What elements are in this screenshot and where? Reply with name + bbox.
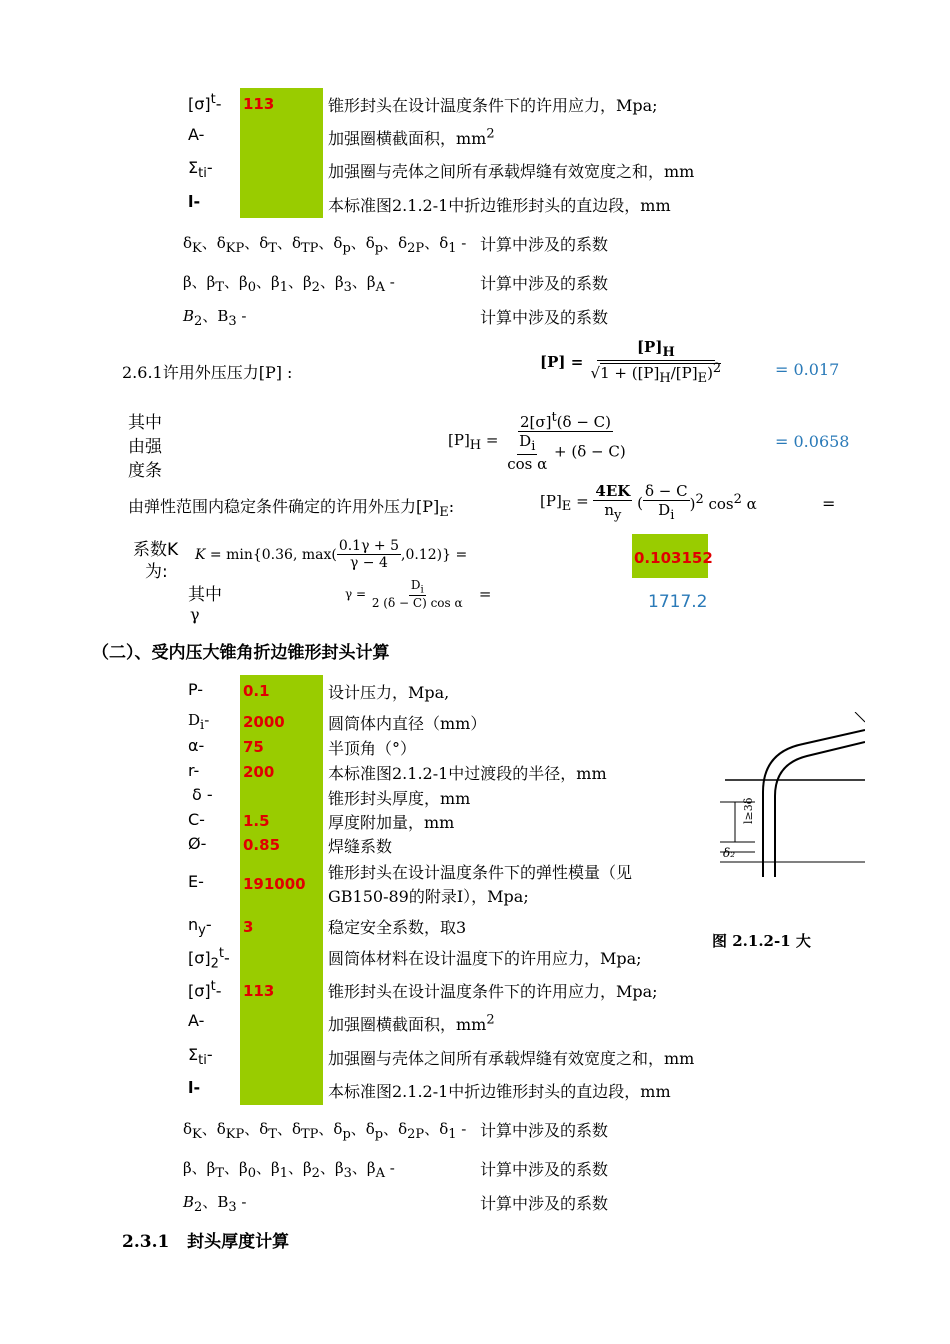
coef-delta-desc-2: 计算中涉及的系数 [480,1121,609,1140]
value-phi: 0.85 [243,836,281,854]
sec261-label: 2.6.1许用外压压力[P] : [122,363,293,382]
value-alpha: 75 [243,738,264,756]
formula-k: K = min{0.36, max( $\frac{0.1\gamma + 5}{\gamma - 4}$ ,0.12)} = [195,538,468,571]
desc-l-2: 本标准图2.1.2-1中折边锥形封头的直边段，mm [328,1082,671,1101]
desc-E-line2: GB150-89的附录I），Mpa; [328,887,529,906]
coef-B-desc-2: 计算中涉及的系数 [480,1194,609,1213]
coef-B-symbols: $B_2$、$B_3$ - [183,307,247,329]
qizhong-3: 度条 [128,461,162,481]
desc-l: 本标准图2.1.2-1中折边锥形封头的直边段，mm [328,196,671,215]
desc-sigma-t: 锥形封头在设计温度条件下的许用应力，Mpa; [328,96,658,115]
gamma-label-2: γ [190,605,200,624]
gamma-label-1: 其中 [188,585,222,605]
value-r: 200 [243,763,275,781]
result-ph: = 0.0658 [775,432,850,451]
coef-delta-desc: 计算中涉及的系数 [480,235,609,254]
value-Di: 2000 [243,713,285,731]
formula-p: [P] = $\frac{[P]_H}{√1 + ([P]_H/[P]_E)^2}$ [540,338,722,386]
head-figure [715,712,865,887]
symbol-ny: $n_y-$ [188,915,212,939]
symbol-sigma-ti: $\Sigma_{ti}-$ [188,158,213,182]
value-P: 0.1 [243,682,270,700]
coef-beta-symbols: β、$\beta_T$、$\beta_0$、$\beta_1$、$\beta_2$、$\beta_3$、$\beta_A$ - [183,273,395,295]
coef-B-desc: 计算中涉及的系数 [480,308,609,327]
symbol-l-2: l- [188,1078,201,1097]
desc-Di: 圆筒体内直径（mm） [328,714,487,733]
k-label-1: 系数K [133,540,179,560]
symbol-sigma-t: $[\sigma]^t-$ [188,92,222,114]
desc-sigma-ti: 加强圈与壳体之间所有承载焊缝有效宽度之和，mm [328,162,695,181]
coef-beta-desc: 计算中涉及的系数 [480,274,609,293]
desc-A: 加强圈横截面积，$mm^2$ [328,126,495,148]
desc-A-2: 加强圈横截面积，$mm^2$ [328,1012,495,1034]
gamma-result: 1717.2 [648,592,708,612]
value-C: 1.5 [243,812,270,830]
qizhong-1: 其中 [128,413,162,433]
desc-alpha: 半顶角（°） [328,739,417,758]
symbol-sigma2-t: $[\sigma]_2^t-$ [188,946,230,972]
symbol-sigma-t-2: $[\sigma]^t-$ [188,979,222,1001]
desc-phi: 焊缝系数 [328,837,393,856]
symbol-Di: $D_i-$ [188,711,210,733]
sec231-title: 2.3.1 封头厚度计算 [122,1232,290,1252]
symbol-A: A- [188,125,205,144]
desc-sigma-ti-2: 加强圈与壳体之间所有承载焊缝有效宽度之和，mm [328,1049,695,1068]
value-E: 191000 [243,875,306,893]
symbol-l: l- [188,192,201,211]
symbol-E: E- [188,872,204,891]
symbol-phi: Ø- [188,834,207,853]
desc-sigma2-t: 圆筒体材料在设计温度下的许用应力，Mpa; [328,949,642,968]
desc-delta: 锥形封头厚度，mm [328,789,471,808]
svg-text:l≥3δ: l≥3δ [742,797,755,824]
coef-B-symbols-2: $B_2$、$B_3$ - [183,1193,247,1215]
symbol-r: r- [188,761,200,780]
symbol-C: C- [188,810,205,829]
coef-beta-symbols-2: β、$\beta_T$、$\beta_0$、$\beta_1$、$\beta_2$、$\beta_3$、$\beta_A$ - [183,1159,395,1181]
value-sigma-t-2: 113 [243,982,275,1000]
desc-r: 本标准图2.1.2-1中过渡段的半径，mm [328,764,607,783]
formula-pe: $[P]_E$ = $\frac{4EK}{n_y}$ ( $\frac{\delta - C}{D_i}$ )$^2$ $\cos^2 \alpha$ [540,482,757,523]
symbol-sigma-ti-2: $\Sigma_{ti}-$ [188,1045,213,1069]
result-p: = 0.017 [775,360,840,379]
eq-sign: = [822,494,836,513]
k-label-2: 为: [145,562,168,582]
value-sigma-t: 113 [243,95,275,113]
value-ny: 3 [243,918,254,936]
formula-gamma: γ = $\frac{D_i}{\text{2 (δ − C) cos α}}$ = [345,578,492,611]
desc-sigma-t-2: 锥形封头在设计温度条件下的许用应力，Mpa; [328,982,658,1001]
symbol-delta: δ - [192,785,213,804]
section2-title: （二）、受内压大锥角折边锥形封头计算 [92,643,390,663]
desc-C: 厚度附加量，mm [328,813,455,832]
symbol-A-2: A- [188,1011,205,1030]
coef-delta-symbols: $\delta_K$、$\delta_{KP}$、$\delta_T$、$\delta_{TP}$、$\delta_p$、$\delta_p$、$\delta_{2P}$、$\delta_1$ - [183,234,467,256]
symbol-alpha: α- [188,736,205,755]
coef-beta-desc-2: 计算中涉及的系数 [480,1160,609,1179]
k-result: 0.103152 [634,549,713,567]
svg-text:δ₂: δ₂ [723,846,736,860]
coef-delta-symbols-2: $\delta_K$、$\delta_{KP}$、$\delta_T$、$\delta_{TP}$、$\delta_p$、$\delta_p$、$\delta_{2P}$、$\delta_1$ - [183,1120,467,1142]
qizhong-2: 由强 [128,437,162,457]
symbol-P: P- [188,680,204,699]
elastic-label: 由弹性范围内稳定条件确定的许用外压力$[P]_E$: [128,497,455,521]
desc-ny: 稳定安全系数，取3 [328,918,467,937]
desc-E-line1: 锥形封头在设计温度条件下的弹性模量（见 [328,863,633,882]
formula-ph: $[P]_H$ = $2[\sigma]^t(\delta - C)$ $\frac{D_i}{\text{cos α}}$ + (δ − C) [448,410,626,473]
figure-caption: 图 2.1.2-1 大 [712,932,811,950]
desc-P: 设计压力，Mpa, [328,683,450,702]
